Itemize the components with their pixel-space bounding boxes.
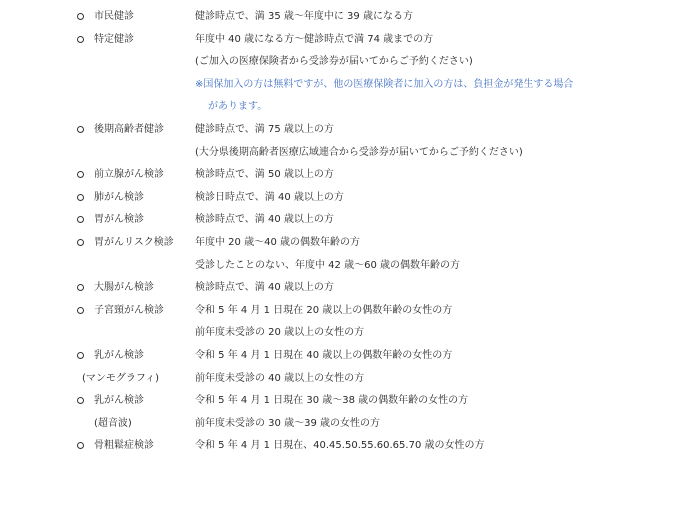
note-text: ※国保加入の方は無料ですが、他の医療保険者に加入の方は、負担金が発生する場合 [195,78,574,90]
exam-name: 肺がん検診 [94,191,144,203]
circle-bullet-icon [77,239,84,246]
eligibility-text: 前年度未受診の 20 歳以上の女性の方 [195,327,365,339]
list-item-continuation [0,255,680,278]
exam-name: 前立腺がん検診 [94,169,164,181]
list-item-note [0,96,680,119]
eligibility-text: 健診時点で、満 35 歳～年度中に 39 歳になる方 [195,11,413,22]
list-item-sub [0,413,680,436]
list-item [0,345,680,368]
exam-name: 乳がん検診 [94,349,144,361]
eligibility-list [0,6,680,458]
list-item-continuation [0,322,680,345]
list-item [0,164,680,187]
note-text: があります。 [208,101,268,113]
circle-bullet-icon [77,397,84,404]
list-item [0,209,680,232]
list-item-continuation [0,51,680,74]
exam-method: (マンモグラフィ) [82,372,160,384]
list-item [0,435,680,458]
exam-name: 後期高齢者健診 [94,123,164,135]
exam-name: 骨粗鬆症検診 [94,440,154,452]
eligibility-text: 検診時点で、満 50 歳以上の方 [195,169,334,181]
eligibility-text: 令和 5 年 4 月 1 日現在、40.45.50.55.60.65.70 歳の女性の方 [195,440,485,452]
exam-name: 大腸がん検診 [94,282,154,294]
circle-bullet-icon [77,442,84,449]
circle-bullet-icon [77,352,84,359]
list-item [0,300,680,323]
exam-name: 胃がんリスク検診 [94,236,174,248]
exam-name: 乳がん検診 [94,395,144,407]
eligibility-text: (大分県後期高齢者医療広域連合から受診券が届いてからご予約ください) [195,146,523,158]
eligibility-text: 受診したことのない、年度中 42 歳～60 歳の偶数年齢の方 [195,259,460,271]
list-item-sub [0,368,680,391]
eligibility-text: 検診日時点で、満 40 歳以上の方 [195,191,344,203]
list-item [0,390,680,413]
eligibility-text: 検診時点で、満 40 歳以上の方 [195,214,334,226]
eligibility-text: 令和 5 年 4 月 1 日現在 40 歳以上の偶数年齢の女性の方 [195,349,453,361]
circle-bullet-icon [77,194,84,201]
eligibility-text: 令和 5 年 4 月 1 日現在 30 歳～38 歳の偶数年齢の女性の方 [195,395,469,407]
eligibility-text: 令和 5 年 4 月 1 日現在 20 歳以上の偶数年齢の女性の方 [195,304,453,316]
circle-bullet-icon [77,171,84,178]
list-item-note [0,74,680,97]
circle-bullet-icon [77,307,84,314]
eligibility-text: (ご加入の医療保険者から受診券が届いてからご予約ください) [195,56,473,68]
exam-name: 特定健診 [94,33,134,45]
exam-name: 子宮頸がん検診 [94,304,164,316]
eligibility-text: 健診時点で、満 75 歳以上の方 [195,123,334,135]
eligibility-text: 年度中 20 歳～40 歳の偶数年齢の方 [195,236,360,248]
exam-method: (超音波) [94,417,132,429]
circle-bullet-icon [77,284,84,291]
circle-bullet-icon [77,216,84,223]
list-item [0,119,680,142]
circle-bullet-icon [77,36,84,43]
circle-bullet-icon [77,13,84,20]
circle-bullet-icon [77,126,84,133]
list-item-continuation [0,142,680,165]
eligibility-text: 検診時点で、満 40 歳以上の方 [195,282,334,294]
eligibility-text: 年度中 40 歳になる方～健診時点で満 74 歳までの方 [195,33,434,45]
eligibility-text: 前年度未受診の 30 歳～39 歳の女性の方 [195,417,380,429]
list-item [0,232,680,255]
list-item [0,187,680,210]
list-item [0,277,680,300]
eligibility-text: 前年度未受診の 40 歳以上の女性の方 [195,372,365,384]
exam-name: 胃がん検診 [94,214,144,226]
exam-name: 市民健診 [94,11,134,22]
list-item [0,6,680,29]
list-item [0,29,680,52]
